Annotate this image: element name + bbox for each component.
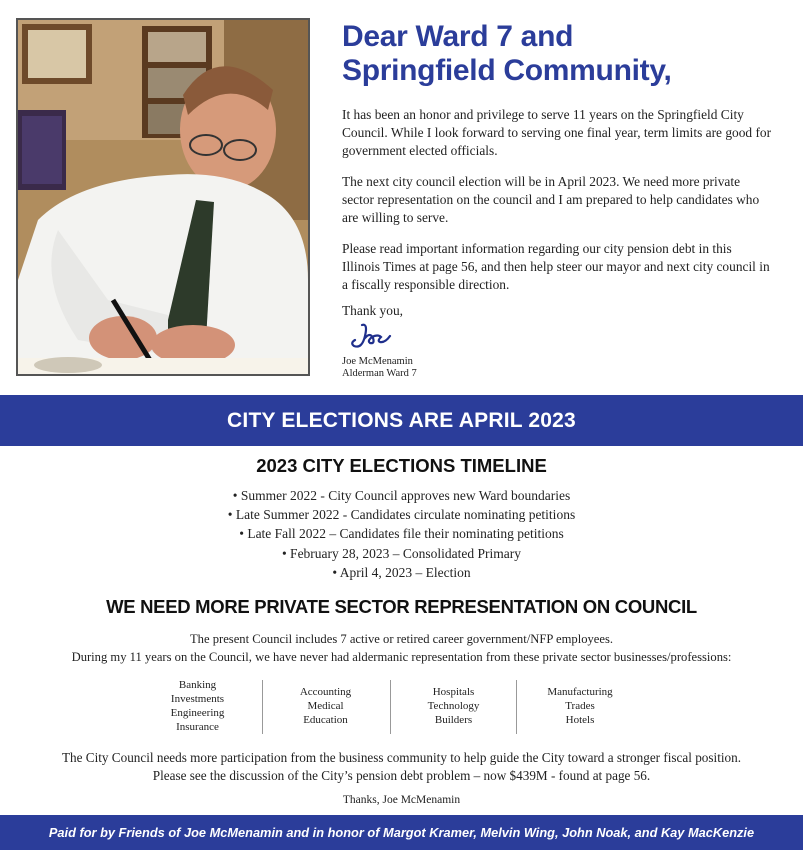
- column-divider: [262, 680, 263, 734]
- timeline-item: • Late Fall 2022 – Candidates file their nominating petitions: [239, 526, 564, 542]
- letter-headline: [342, 20, 772, 88]
- representation-closing: [0, 749, 803, 785]
- letter-paragraph-1: It has been an honor and privilege to serve 11 years on the Springfield City Council. While I look forward to serving one final year, term limits are good for government elected officials.: [342, 107, 772, 158]
- column-divider: [516, 680, 517, 734]
- closing-line-2: Please see the discussion of the City’s pension debt problem – now $439M - found at page 56.: [152, 768, 651, 783]
- letter-paragraph-3: Please read important information regarding our city pension debt in this Illinois Times at page 56, and then help steer our mayor and next city council in a fiscally responsible direction.: [342, 241, 770, 292]
- intro-line-1: The present Council includes 7 active or retired career government/NFP employees.: [189, 632, 614, 646]
- professions-columns: [150, 678, 650, 738]
- timeline-item: • February 28, 2023 – Consolidated Primary: [281, 545, 522, 561]
- candidate-photo: [16, 18, 310, 376]
- profession-item: Engineering: [170, 707, 225, 719]
- profession-item: Investments: [170, 693, 225, 705]
- representation-title: WE NEED MORE PRIVATE SECTOR REPRESENTATION ON COUNCIL: [106, 596, 697, 617]
- timeline-title: 2023 CITY ELECTIONS TIMELINE: [256, 455, 547, 476]
- timeline-item: • Late Summer 2022 - Candidates circulate nominating petitions: [227, 507, 576, 523]
- timeline-list: [0, 486, 803, 582]
- elections-banner: CITY ELECTIONS ARE APRIL 2023: [0, 395, 803, 446]
- profession-item: Banking: [178, 679, 217, 691]
- profession-column-1: [150, 678, 245, 734]
- closing-line-1: The City Council needs more participation from the business community to help guide the City toward a stronger fiscal position.: [61, 750, 742, 765]
- closing-thanks: Thanks, Joe McMenamin: [342, 794, 461, 806]
- letter-paragraph-2: The next city council election will be in April 2023. We need more private sector representation on the council and I am prepared to help candidates who are willing to serve.: [342, 174, 760, 225]
- letter-closing: Thank you,: [342, 303, 403, 318]
- profession-item: Hospitals: [432, 686, 475, 698]
- timeline-item: • April 4, 2023 – Election: [332, 564, 471, 580]
- column-divider: [390, 680, 391, 734]
- handwritten-signature: [348, 322, 394, 359]
- profession-item: Accounting: [299, 686, 352, 698]
- letter: [342, 20, 772, 379]
- headline-line-1: Dear Ward 7 and: [342, 20, 574, 53]
- profession-column-4: [530, 685, 630, 727]
- signer-title: Alderman Ward 7: [342, 368, 417, 379]
- profession-column-2: [278, 685, 373, 727]
- profession-item: Hotels: [565, 714, 595, 726]
- profession-item: Education: [303, 714, 348, 726]
- profession-item: Builders: [434, 714, 473, 726]
- signer-name: Joe McMenamin: [342, 356, 413, 367]
- signer-block: [342, 356, 417, 380]
- profession-item: Technology: [427, 700, 480, 712]
- paid-for-footer: Paid for by Friends of Joe McMenamin and in honor of Margot Kramer, Melvin Wing, John Noak, and Kay MacKenzie: [0, 815, 803, 850]
- timeline-item: • Summer 2022 - City Council approves new Ward boundaries: [232, 488, 571, 503]
- profession-item: Manufacturing: [547, 686, 613, 698]
- headline-line-2: Springfield Community,: [342, 54, 672, 87]
- profession-item: Trades: [565, 700, 595, 712]
- intro-line-2: During my 11 years on the Council, we have never had aldermanic representation from these private sector businesses/professions:: [71, 650, 732, 664]
- profession-column-3: [406, 685, 501, 727]
- profession-item: Medical: [307, 700, 344, 712]
- profession-item: Insurance: [176, 721, 219, 733]
- representation-intro: [0, 630, 803, 666]
